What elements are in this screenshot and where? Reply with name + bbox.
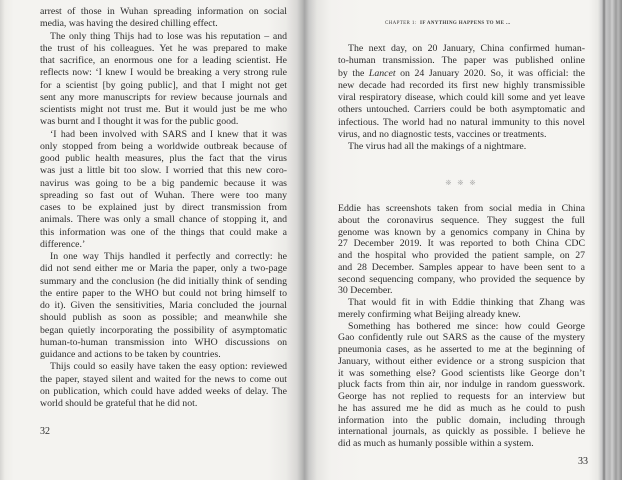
text-line: George has not replied to requests for an interview but [338,391,585,402]
paragraph [338,141,585,153]
section-break-ornament-icon: ❊ ❊ ❊ [445,179,478,187]
text-line: he has assured me he did as much as he could to push [338,402,585,414]
text-line: guidance and actions to be taken by countries. [40,349,221,360]
text-line: In one way Thijs handled it perfectly and correctly: he [50,251,287,262]
text-line: did not send either me or Maria the paper, only a two-page [40,263,287,275]
text-line: the trust of his colleagues. Yet he was prepared to make [40,42,287,54]
paragraph [40,129,287,252]
text-line: reflects now: ‘I knew I would be breaking a very strong rule [40,67,287,79]
text-line: that sacrifice, an enormous one for a leading scientist. He [40,55,287,66]
text-line: new decade had recorded its first new highly transmissible [338,79,585,91]
left-page-body-text [40,6,287,410]
text-segment: on 24 January 2020. So, it was official: the [395,67,585,79]
text-line: only stopped from being a worldwide outbreak because of [40,140,287,152]
text-line: it was something else? Good scientists like George don’t [338,367,585,379]
text-line: media, was having the desired chilling effect. [40,18,218,30]
text-line: 27 December 2019. It was reported to both China CDC [338,238,585,250]
text-line: animals. There was only a small chance of stopping it, and [40,214,287,226]
paragraph [338,203,585,297]
text-line: began quietly incorporating the possibility of asymptomatic [40,324,287,336]
paragraph [338,321,585,450]
text-line: pneumonia cases, as he asserted to me at the beginning of [338,344,585,355]
text-line: to-human transmission. The paper was published online [338,55,585,67]
text-line: The virus had all the makings of a nightmare. [348,141,527,153]
text-line: cases to be explained just by direct transmission from [40,202,287,213]
text-line: Gao confidently rule out SARS as the cause of the mystery [338,332,585,344]
text-line: on publication, which could have added weeks of delay. The [40,385,287,397]
text-line: for a scientist [by going public], and that I might not get [40,79,287,91]
running-head [385,21,511,26]
paragraph [40,6,287,31]
paragraph [40,31,287,129]
text-line: second sequencing company, who provided the sequence by [338,273,585,285]
text-line: about the coronavirus sequence. They suggest the full [338,214,585,226]
page-number-left: 32 [40,426,50,437]
text-line: merely confirming what Beijing already knew. [338,308,521,320]
text-line: do it). Given the sensitivities, Maria concluded the journal [40,300,287,311]
text-line: this information was one of the things that could make a [40,226,287,238]
text-line: scientists might not trust me. But it would just be me who [40,104,287,115]
text-line: did as much as humanly possible within a system. [338,438,534,449]
text-line: pluck facts from thin air, nor indulge in random guesswork. [338,379,585,391]
text-line: was just a little bit too slow. I worried that this new coro- [40,165,287,177]
right-page-text-section-2 [338,203,585,450]
emphasized-title: Lancet [368,67,396,79]
text-line: ‘I had been involved with SARS and I knew that it was [50,128,287,140]
paragraph [40,251,287,361]
right-page [305,0,622,480]
text-line: genome was known by a genomics company in China by [338,226,585,238]
text-line: January, without either evidence or a strong suspicion that [338,355,585,367]
text-line: the paper, stayed silent and waited for the news to come out [40,373,287,385]
paragraph [338,297,585,321]
text-line: 30 December. [338,285,393,297]
text-line: others untouched. Carriers could be both asymptomatic and [338,104,585,116]
text-line: was burnt and I thought it was for the public good. [40,116,239,128]
text-line: difference.’ [40,238,86,250]
text-line: should publish as soon as possible; and meanwhile she [40,312,287,324]
text-line: Eddie has screenshots taken from social media in China [338,203,585,214]
text-line: spreading so fast out of Wuhan. There were too many [40,189,287,201]
text-line: arrest of those in Wuhan spreading information on social [40,6,287,17]
text-line: virus, and no diagnostic tests, vaccines or treatments. [338,129,547,141]
text-line: navirus was going to be a big pandemic because it was [40,177,287,189]
text-line: Thijs could so easily have taken the easy option: reviewed [50,361,287,373]
text-line [338,68,585,80]
text-line: world should be grateful that he did not. [40,398,198,409]
text-line: viral respiratory disease, which could kill some and yet leave [338,92,585,104]
text-segment: by the [338,67,369,79]
text-line: international journals, as quickly as possible. I believe he [338,426,585,438]
text-line: and 28 December. Samples appear to have been sent to a [338,261,585,273]
text-line: That would fit in with Eddie thinking that Zhang was [348,297,585,308]
text-line: good public health measures, plus the fact that the virus [40,153,287,164]
text-line: summary and the conclusion (he did initially think of sending [40,275,287,287]
right-page-text-section-1 [338,43,585,154]
text-line: infectious. The world had no natural immunity to this novel [338,116,585,128]
text-line: sent any more manuscripts for review because journals and [40,91,287,103]
text-line: information into the public domain, including through [338,414,585,426]
text-line: the entire paper to the WHO but could not bring himself to [40,287,287,299]
text-line: The next day, on 20 January, China confirmed human- [348,43,585,54]
text-line: Something has bothered me since: how could George [348,320,585,332]
running-head-chapter: CHAPTER 1: [385,21,417,26]
running-head-title: IF ANYTHING HAPPENS TO ME ... [420,21,511,26]
text-line: human-to-human transmission into WHO discussions on [40,336,287,348]
paragraph [338,43,585,141]
page-number-right: 33 [578,456,588,467]
text-line: The only thing Thijs had to lose was his reputation – and [50,30,287,42]
text-line: and the hospital who provided the patient sample, on 27 [338,250,585,261]
left-page [0,0,305,480]
paragraph [40,361,287,410]
